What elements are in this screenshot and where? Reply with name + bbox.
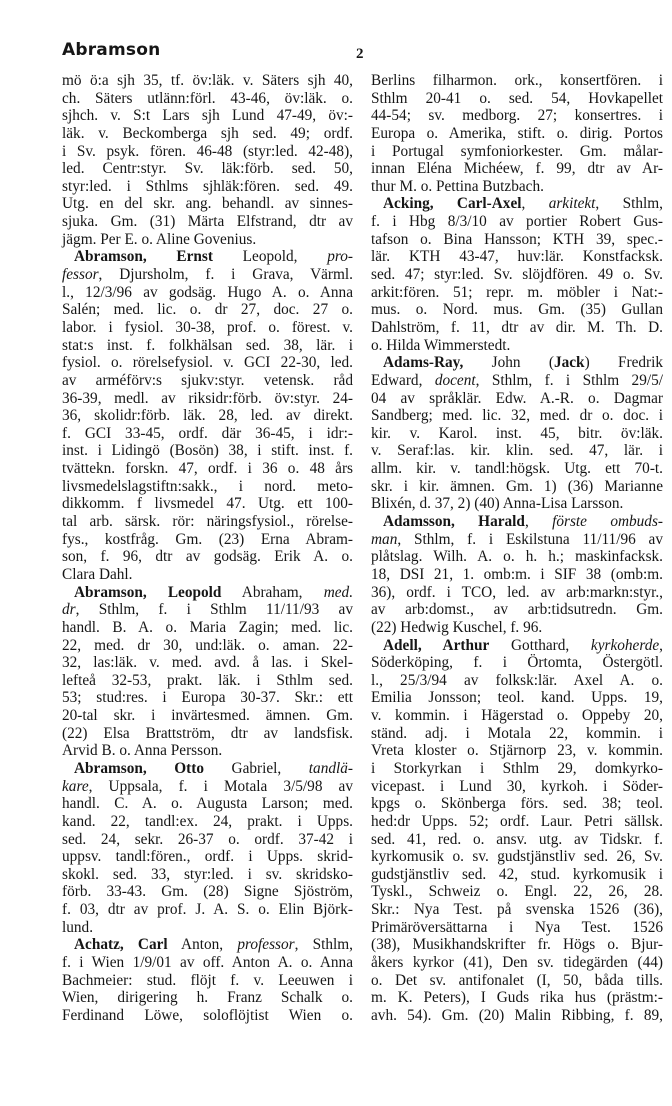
entry-text: (22) Elsa Brattström, dtr av landsfisk. (62, 724, 353, 742)
entry-text: Primäröversättarna i Nya Test. 1526 (371, 918, 663, 936)
text-line (371, 319, 663, 337)
entry-text: Leopold, (212, 248, 328, 266)
text-line (62, 778, 353, 796)
text-line (62, 231, 353, 249)
text-line (371, 372, 663, 390)
entry-text: 36-39, medl. av riksidr:förb. öv:styr. 24- (62, 389, 353, 407)
text-line (371, 425, 663, 443)
entry-text: kpgs o. Skönberga förs. sed. 38; teol. (371, 795, 663, 813)
text-line (371, 584, 663, 602)
left-column (62, 72, 353, 1025)
occupation-title: professor (237, 936, 295, 954)
entry-text: mö ö:a sjh 35, tf. öv:läk. v. Säters sjh 40, (62, 72, 353, 89)
entry-text: Gotthard, (489, 636, 591, 654)
text-line (371, 107, 663, 125)
entry-text: Tyskl., Schweiz o. Engl. 22, 26, 28. (371, 883, 663, 901)
entry-text: thur M. o. Pettina Butzbach. (371, 177, 544, 195)
entry-text: f. GCI 33-45, ordf. där 36-45, i idr:- (62, 424, 353, 442)
entry-text: lefteå 32-53, prakt. läk. i Sthlm sed. (62, 671, 353, 689)
text-line (62, 442, 353, 460)
text-line (62, 760, 353, 778)
entry-text: dikkomm. f livsmedel 47. Utg. ett 100- (62, 495, 353, 513)
entry-text: , Djursholm, f. i Grava, Värml. (98, 266, 353, 284)
entry-text: , Uppsala, f. i Motala 3/5/98 av (88, 777, 353, 795)
text-line (62, 478, 353, 496)
entry-text: 53; stud:res. i Europa 30-37. Skr.: ett (62, 689, 353, 707)
text-line (371, 495, 663, 513)
entry-text: kyrkomusik o. sv. gudstjänstliv sed. 26, Sv. (371, 848, 663, 866)
entry-text: Dahlström, f. 11, dtr av dir. M. Th. D. (371, 318, 663, 336)
text-line (371, 531, 663, 549)
entry-text: tafson o. Bina Hansson; KTH 39, spec.- (371, 230, 663, 248)
entry-text: Edward, (371, 371, 435, 389)
entry-text: 32, las:läk. v. med. avd. å las. i Skel- (62, 654, 353, 672)
entry-text: , Sthlm, f. i Sthlm 11/11/93 av (75, 601, 353, 619)
occupation-title: kyrkoherde (590, 636, 660, 654)
text-line (62, 795, 353, 813)
text-line (371, 460, 663, 478)
text-line (371, 619, 663, 637)
occupation-title: med. (323, 583, 354, 601)
text-line (62, 831, 353, 849)
entry-text: , Sthlm, (595, 195, 663, 213)
text-line (371, 672, 663, 690)
text-line (371, 72, 663, 90)
entry-text: son, f. 96, dtr av godsäg. Erik A. o. (62, 548, 353, 566)
entry-text: Berlins filharmon. ork., konsertfören. i (371, 72, 663, 89)
entry-text: handl. B. A. o. Maria Zagin; med. lic. (62, 618, 353, 636)
occupation-title: kare (62, 777, 89, 795)
headword: Achatz, Carl (74, 936, 168, 954)
entry-text: förb. 33-43. Gm. (28) Signe Sjöström, (62, 883, 353, 901)
text-line (62, 301, 353, 319)
entry-text: avh. 54). Gm. (20) Malin Ribbing, f. 89, (371, 1006, 663, 1024)
text-line (62, 125, 353, 143)
text-line (371, 390, 663, 408)
text-line (62, 460, 353, 478)
entry-text: Abraham, (221, 583, 324, 601)
page-number: 2 (356, 46, 364, 62)
text-line (371, 178, 663, 196)
entry-text: stat:s inst. f. folkhälsan sed. 38, lär. i (62, 336, 353, 354)
entry-text: sjuka. Gm. (31) Märta Elfstrand, dtr av (62, 213, 353, 231)
entry-text: Söderköping, f. i Örtomta, Östergötl. (371, 654, 663, 672)
entry-text: innan Eléna Michéew, f. 99, dtr av Ar- (371, 160, 663, 178)
entry-text: ) Fredrik (584, 354, 663, 372)
text-line (62, 178, 353, 196)
entry-text: tal arb. särsk. rör: näringsfysiol., rörelse- (62, 513, 353, 531)
text-line (62, 707, 353, 725)
entry-text: o. Det sv. antifonalet (I, 50, båda tills. (371, 971, 663, 989)
entry-text: lund. (62, 918, 94, 936)
entry-text: Wien, dirigering h. Franz Schalk o. (62, 989, 353, 1007)
entry-text: Sandberg; med. lic. 32, med. dr o. doc. i (371, 407, 663, 425)
entry-text: Ferdinand Löwe, soloflöjtist Wien o. (62, 1006, 353, 1024)
entry-text: vicepast. i Lund 30, kyrkoh. i Söder- (371, 777, 663, 795)
entry-text: lär. KTH 43-47, huv:lär. Konstfacksk. (371, 248, 663, 266)
entry-text: ständ. adj. i Motala 22, kommin. i (371, 724, 663, 742)
entry-text: led. Centr:styr. Sv. läk:förb. sed. 50, (62, 160, 353, 178)
text-line (62, 248, 353, 266)
entry-text: Emilia Jonsson; teol. kand. Upps. 19, (371, 689, 663, 707)
headword: Adamsson, Harald (383, 513, 525, 531)
headword: Adams-Ray, (383, 354, 464, 372)
text-line (62, 1007, 353, 1025)
text-line (371, 919, 663, 937)
entry-text: (38), Musikhandskrifter fr. Högs o. Bjur- (371, 936, 663, 954)
entry-text: sed. 24, sekr. 26-37 o. ordf. 37-42 i (62, 830, 353, 848)
running-head: Abramson (62, 40, 161, 60)
text-line (62, 954, 353, 972)
text-line (62, 548, 353, 566)
entry-text: livsmedelslagstiftn:sakk., i nord. meto- (62, 477, 353, 495)
text-line (371, 637, 663, 655)
text-line (371, 160, 663, 178)
text-line (371, 90, 663, 108)
text-line (371, 831, 663, 849)
occupation-title: pro- (327, 248, 353, 266)
entry-text: fysiol. o. rörelsefysiol. v. GCI 22-30, led. (62, 354, 353, 372)
text-line (371, 848, 663, 866)
text-line (62, 425, 353, 443)
text-line (62, 319, 353, 337)
occupation-title: man (371, 530, 398, 548)
text-line (62, 725, 353, 743)
text-line (371, 513, 663, 531)
text-line (62, 143, 353, 161)
text-line (62, 936, 353, 954)
entry-text: Skr.: Nya Test. på svenska 1526 (36), (371, 901, 663, 919)
text-line (62, 619, 353, 637)
entry-text: Sthlm 20-41 o. sed. 54, Hovkapellet (371, 89, 663, 107)
text-line (62, 195, 353, 213)
entry-text: uppsv. tandl:fören., ordf. i Upps. skrid- (62, 848, 353, 866)
text-line (371, 231, 663, 249)
entry-text: , (521, 195, 549, 213)
entry-text: styr:led. i Sthlms sjhläk:fören. sed. 49. (62, 177, 353, 195)
occupation-title: docent (434, 371, 476, 389)
headword: Acking, Carl-Axel (383, 195, 522, 213)
occupation-title: fessor (62, 266, 99, 284)
entry-text: f. i Hbg 8/3/10 av portier Robert Gus- (371, 213, 663, 231)
text-line (371, 284, 663, 302)
entry-text: inst. i Lidingö (Bosön) 38, i stift. inst. f. (62, 442, 353, 460)
text-line (371, 301, 663, 319)
text-line (62, 107, 353, 125)
text-line (371, 143, 663, 161)
headword: Adell, Arthur (383, 636, 490, 654)
text-line (62, 972, 353, 990)
entry-text: sed. 47; styr:led. Sv. slöjdfören. 49 o. Sv. (371, 266, 663, 284)
right-column (371, 72, 663, 1025)
text-line (62, 372, 353, 390)
text-line (371, 813, 663, 831)
entry-text: läk. v. Beckomberga sjh sed. 49; ordf. (62, 124, 353, 142)
text-line (371, 689, 663, 707)
entry-text: tvättekn. forskn. 47, ordf. i 36 o. 48 års (62, 460, 353, 478)
entry-text: , (524, 513, 553, 531)
entry-text: Salén; med. lic. o. dr 27, doc. 27 o. (62, 301, 353, 319)
text-line (62, 989, 353, 1007)
entry-text: skokl. sed. 33, styr:led. i sv. skridsko- (62, 865, 353, 883)
text-line (62, 495, 353, 513)
text-line (62, 337, 353, 355)
text-line (371, 778, 663, 796)
entry-text: gudstjänstliv sed. 42, stud. kyrkomusik i (371, 865, 663, 883)
text-line (62, 689, 353, 707)
text-line (62, 72, 353, 90)
entry-text: labor. i fysiol. 30-38, prof. o. förest. v. (62, 318, 353, 336)
text-line (371, 795, 663, 813)
entry-text: Anton, (167, 936, 238, 954)
entry-text: Utg. en del skr. ang. behandl. av sinnes- (62, 195, 353, 213)
headword: Abramson, Leopold (74, 583, 222, 601)
entry-text: v. Seraf:las. kir. klin. sed. 47, lär. i (371, 442, 663, 460)
entry-text: kand. 22, tandl:ex. 24, prakt. i Upps. (62, 812, 353, 830)
text-line (371, 972, 663, 990)
entry-text: f. i Wien 1/9/01 av off. Anton A. o. Anna (62, 954, 353, 972)
entry-text: 36), ordf. i TCO, led. av arb:markn:styr., (371, 583, 663, 601)
text-line (62, 901, 353, 919)
text-line (371, 742, 663, 760)
text-line (62, 266, 353, 284)
text-line (371, 707, 663, 725)
entry-text: 36, skolidr:förb. läk. 28, led. av direkt. (62, 407, 353, 425)
text-line (62, 354, 353, 372)
text-line (371, 407, 663, 425)
text-line (62, 813, 353, 831)
text-line (371, 883, 663, 901)
entry-text: av arméförv:s sjukv:styr. vetensk. råd (62, 371, 353, 389)
entry-text: fys., kostfråg. Gm. (23) Erna Abram- (62, 530, 353, 548)
text-line (62, 848, 353, 866)
text-line (62, 742, 353, 760)
text-line (371, 266, 663, 284)
entry-text: av arb:domst., av arb:tidsutredn. Gm. (371, 601, 663, 619)
entry-text: i Sv. psyk. fören. 46-48 (styr:led. 42-48), (62, 142, 353, 160)
text-line (371, 725, 663, 743)
entry-text: Gabriel, (203, 759, 309, 777)
headword: Abramson, Ernst (74, 248, 213, 266)
text-line (371, 548, 663, 566)
entry-text: allm. kir. v. tandl:högsk. Utg. ett 70-t. (371, 460, 663, 478)
entry-text: arkit:fören. 51; repr. m. möbler i Nat:- (371, 283, 663, 301)
entry-text: m. K. Peters), I Guds rika hus (prästm:- (371, 989, 663, 1007)
entry-text: sjhch. v. S:t Lars sjh Lund 47-49, öv:- (62, 107, 353, 125)
entry-text: Arvid B. o. Anna Persson. (62, 742, 223, 760)
text-line (371, 901, 663, 919)
text-line (371, 354, 663, 372)
entry-text: o. Hilda Wimmerstedt. (371, 336, 511, 354)
entry-text: , Sthlm, f. i Eskilstuna 11/11/96 av (397, 530, 663, 548)
text-line (371, 125, 663, 143)
entry-text: mus. o. Nord. mus. Gm. (35) Gullan (371, 301, 663, 319)
page-header (62, 40, 652, 64)
entry-text: 44-54; sv. medborg. 27; konsertres. i (371, 107, 663, 125)
entry-text: l., 25/3/94 av folksk:lär. Axel A. o. (371, 671, 663, 689)
entry-text: John ( (463, 354, 554, 372)
entry-text: åkers kyrkor (41), Den sv. tidegärden (44) (371, 954, 663, 972)
text-line (371, 442, 663, 460)
text-line (371, 601, 663, 619)
occupation-title: dr (62, 601, 76, 619)
entry-text: , (659, 636, 663, 654)
entry-text: Blixén, d. 37, 2) (40) Anna-Lisa Larsson. (371, 495, 624, 513)
entry-text: plåtslag. Wilh. A. o. h. h.; maskinfacksk. (371, 548, 663, 566)
text-line (62, 672, 353, 690)
entry-text: v. kommin. i Hägerstad o. Oppeby 20, (371, 707, 663, 725)
entry-text: 22, med. dr 30, und:läk. o. aman. 22- (62, 636, 353, 654)
entry-text: l., 12/3/96 av godsäg. Hugo A. o. Anna (62, 283, 353, 301)
entry-text: , Sthlm, (294, 936, 354, 954)
text-line (62, 584, 353, 602)
entry-text: Europa o. Amerika, stift. o. dirig. Portos (371, 124, 663, 142)
text-line (62, 637, 353, 655)
entry-text: kir. v. Karol. inst. 45, bitr. öv:läk. (371, 424, 663, 442)
entry-text: 18, DSI 21, 1. omb:m. i SIF 38 (omb:m. (371, 565, 663, 583)
text-line (62, 654, 353, 672)
text-line (371, 248, 663, 266)
occupation-title: tandlä- (308, 759, 353, 777)
text-line (371, 954, 663, 972)
headword: Jack (553, 354, 585, 372)
entry-text: i Portugal symfoniorkester. Gm. målar- (371, 142, 663, 160)
text-line (371, 566, 663, 584)
entry-text: Vreta kloster o. Stjärnorp 23, v. kommin. (371, 742, 663, 760)
text-line (62, 390, 353, 408)
text-line (62, 866, 353, 884)
entry-text: jägm. Per E. o. Aline Govenius. (62, 230, 257, 248)
text-line (371, 936, 663, 954)
text-line (62, 160, 353, 178)
entry-text: f. 03, dtr av prof. J. A. S. o. Elin Björk- (62, 901, 353, 919)
occupation-title: förste ombuds- (552, 513, 664, 531)
text-line (371, 213, 663, 231)
text-line (62, 919, 353, 937)
entry-text: (22) Hedwig Kuschel, f. 96. (371, 618, 543, 636)
text-line (62, 407, 353, 425)
entry-text: handl. C. A. o. Augusta Larson; med. (62, 795, 353, 813)
text-line (62, 566, 353, 584)
text-line (62, 513, 353, 531)
text-line (62, 90, 353, 108)
text-line (371, 1007, 663, 1025)
entry-text: sed. 41, red. o. ansv. utg. av Tidskr. f. (371, 830, 663, 848)
entry-text: hed:dr Upps. 52; ordf. Laur. Petri sällsk. (371, 812, 663, 830)
text-line (62, 883, 353, 901)
text-line (62, 284, 353, 302)
entry-text: i Storkyrkan i Sthlm 29, domkyrko- (371, 759, 663, 777)
text-line (62, 601, 353, 619)
text-line (62, 531, 353, 549)
text-line (371, 654, 663, 672)
text-line (62, 213, 353, 231)
entry-text: skr. i kir. ämnen. Gm. 1) (36) Marianne (371, 477, 663, 495)
text-line (371, 195, 663, 213)
text-line (371, 478, 663, 496)
entry-text: 04 av språklär. Edw. A.-R. o. Dagmar (371, 389, 663, 407)
entry-text: ch. Säters utlänn:förl. 43-46, öv:läk. o. (62, 89, 353, 107)
text-line (371, 989, 663, 1007)
entry-text: 20-tal skr. i invärtesmed. ämnen. Gm. (62, 707, 353, 725)
occupation-title: arkitekt (548, 195, 596, 213)
text-line (371, 866, 663, 884)
entry-text: Clara Dahl. (62, 565, 133, 583)
entry-text: , Sthlm, f. i Sthlm 29/5/ (475, 371, 663, 389)
entry-text: Bachmeier: stud. flöjt f. v. Leeuwen i (62, 971, 353, 989)
text-line (371, 337, 663, 355)
headword: Abramson, Otto (74, 759, 204, 777)
text-line (371, 760, 663, 778)
